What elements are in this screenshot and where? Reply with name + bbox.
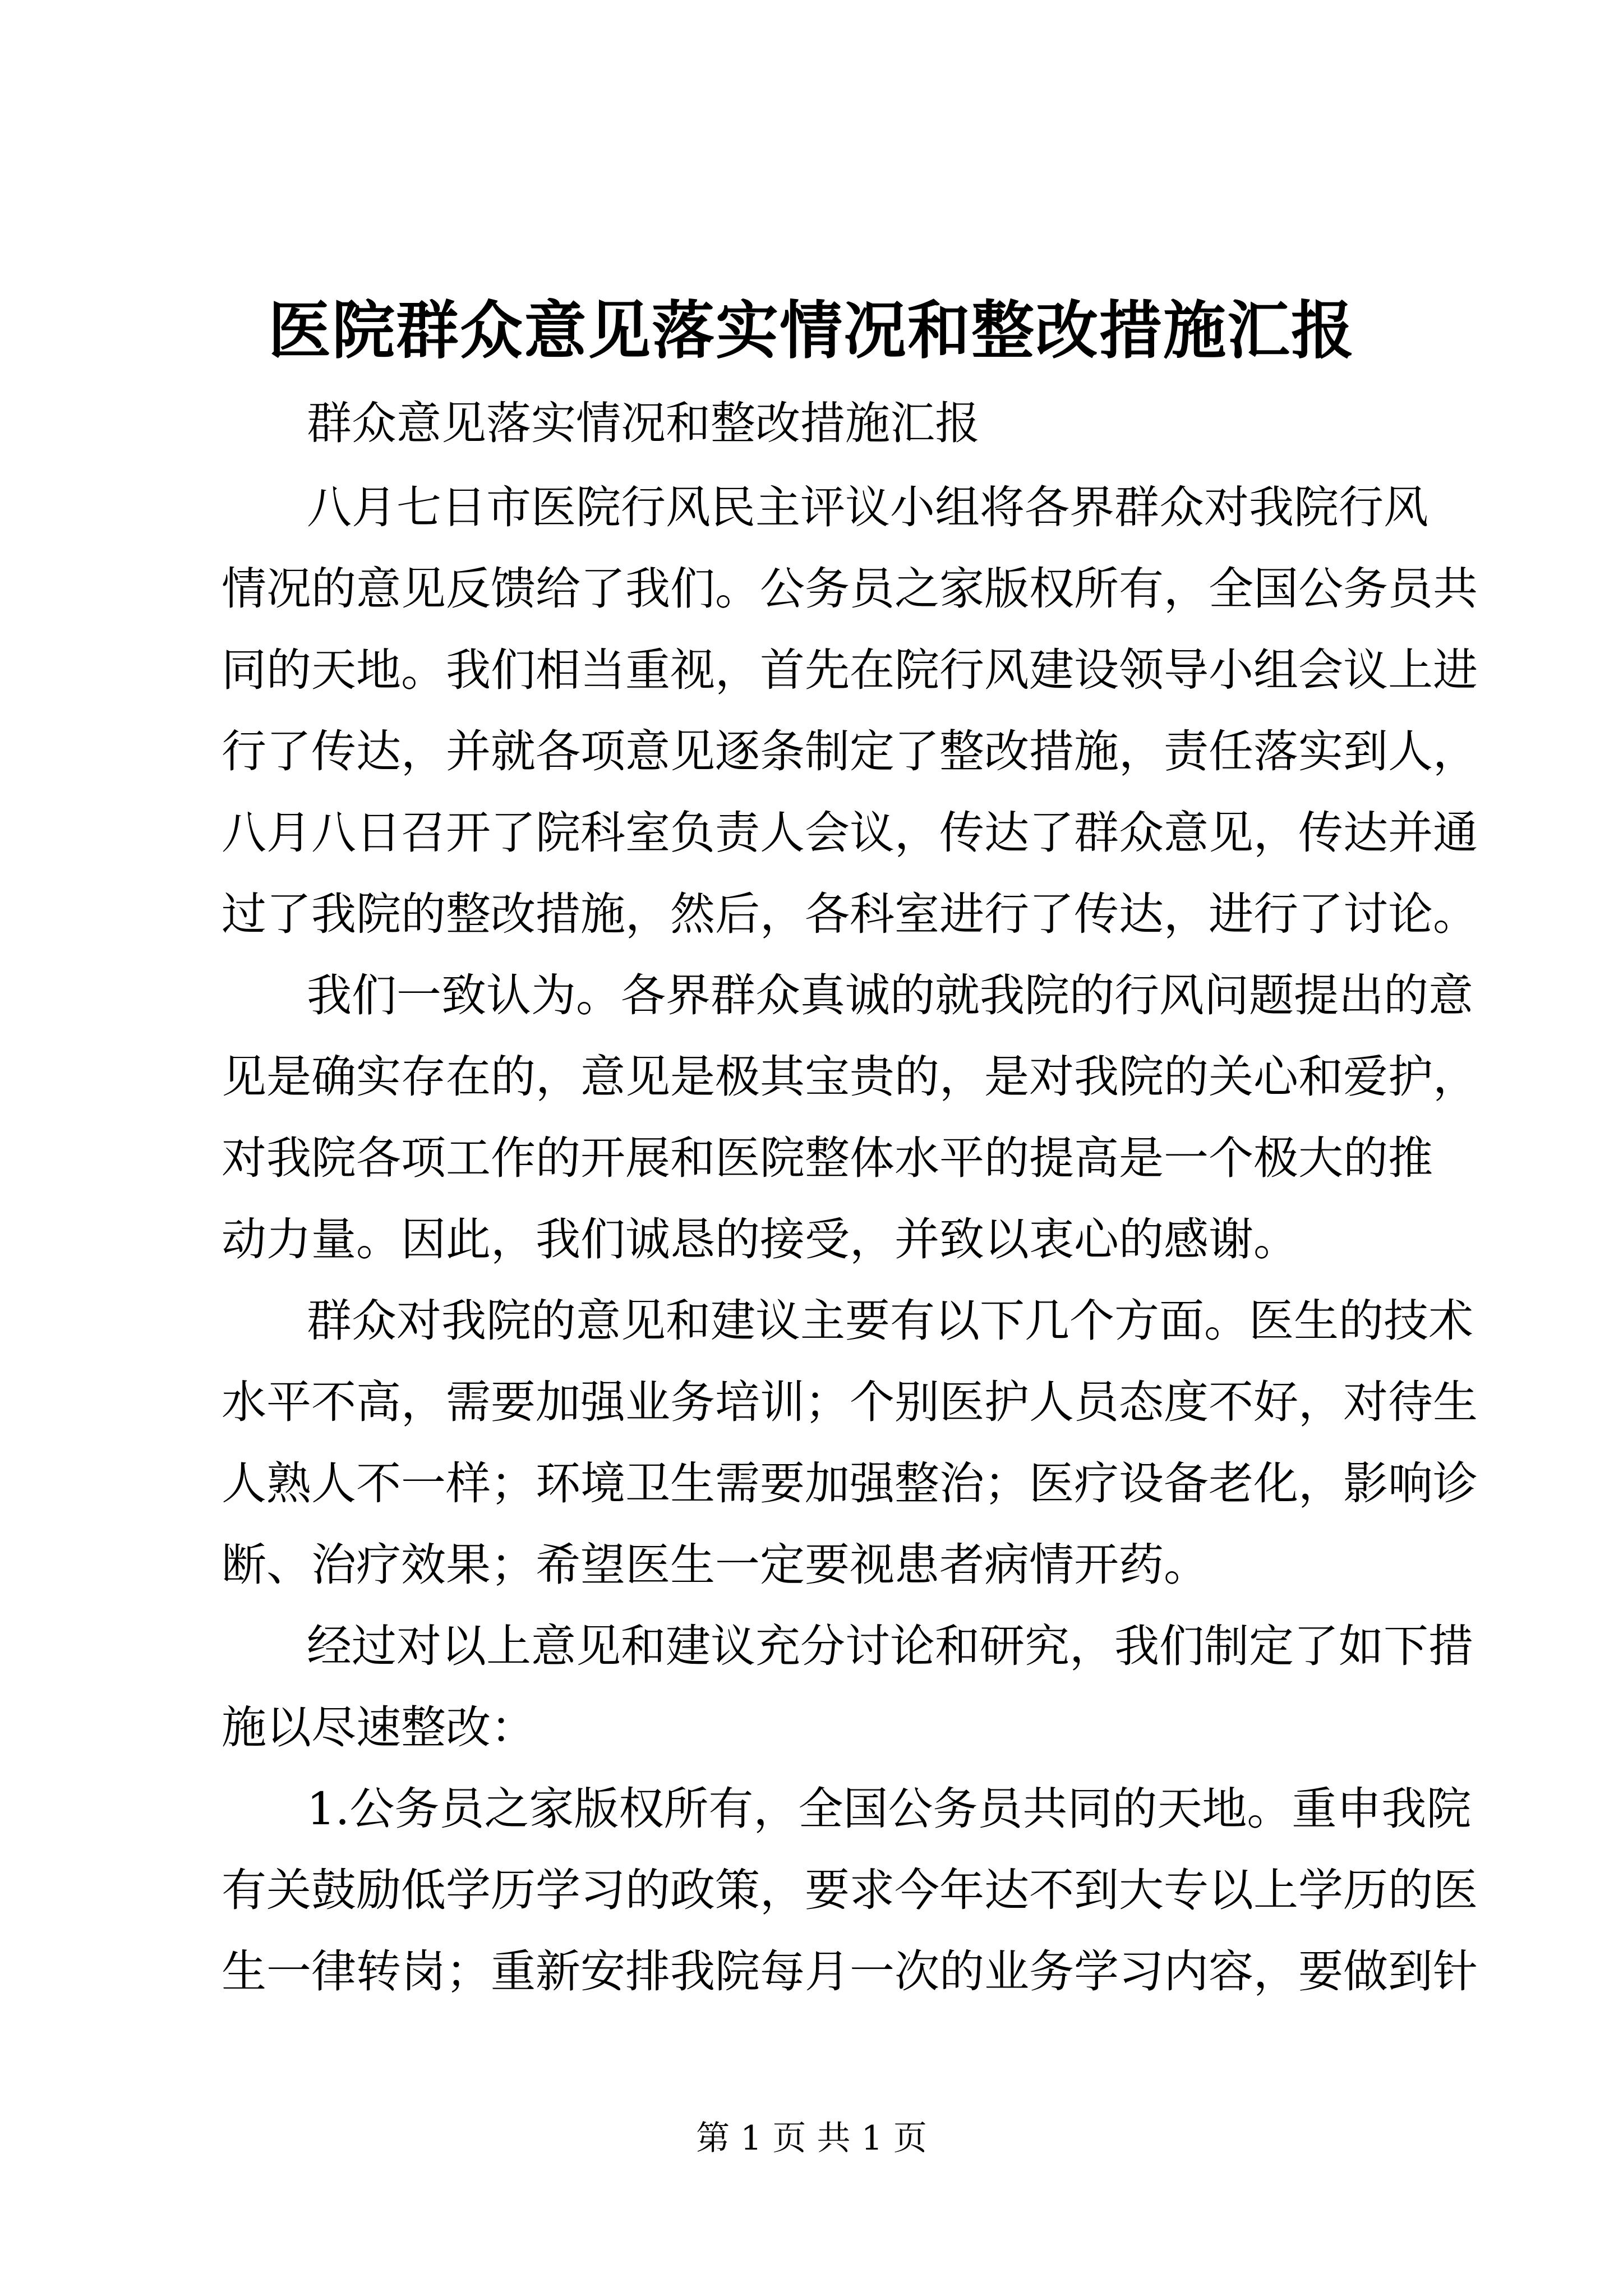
- body-line: 生一律转岗；重新安排我院每月一次的业务学习内容，要做到针: [222, 1945, 1478, 1998]
- body-line: 施以尽速整改：: [222, 1701, 536, 1754]
- document-title: 医院群众意见落实情况和整改措施汇报: [268, 294, 1355, 367]
- body-line: 水平不高，需要加强业务培训；个别医护人员态度不好，对待生: [222, 1376, 1478, 1428]
- body-line: 行了传达，并就各项意见逐条制定了整改措施，责任落实到人，: [222, 725, 1478, 777]
- body-line: 有关鼓励低学历学习的政策，要求今年达不到大专以上学历的医: [222, 1864, 1478, 1916]
- body-line: 同的天地。我们相当重视，首先在院行风建设领导小组会议上进: [222, 644, 1478, 696]
- body-line: 断、治疗效果；希望医生一定要视患者病情开药。: [222, 1539, 1209, 1591]
- body-line: 过了我院的整改措施，然后，各科室进行了传达，进行了讨论。: [222, 888, 1478, 940]
- subtitle-line: 群众意见落实情况和整改措施汇报: [307, 397, 980, 449]
- body-line: 我们一致认为。各界群众真诚的就我院的行风问题提出的意: [307, 969, 1473, 1022]
- list-item-line: 1.公务员之家版权所有，全国公务员共同的天地。重申我院: [307, 1783, 1472, 1835]
- body-line: 见是确实存在的，意见是极其宝贵的，是对我院的关心和爱护，: [222, 1051, 1478, 1103]
- body-line: 对我院各项工作的开展和医院整体水平的提高是一个极大的推: [222, 1132, 1433, 1184]
- body-line: 情况的意见反馈给了我们。公务员之家版权所有，全国公务员共: [222, 563, 1478, 615]
- body-line: 八月八日召开了院科室负责人会议，传达了群众意见，传达并通: [222, 807, 1478, 859]
- page-footer: 第 1 页 共 1 页: [696, 2119, 927, 2158]
- body-line: 人熟人不一样；环境卫生需要加强整治；医疗设备老化，影响诊: [222, 1457, 1478, 1510]
- body-line: 经过对以上意见和建议充分讨论和研究，我们制定了如下措: [307, 1620, 1473, 1672]
- body-line: 群众对我院的意见和建议主要有以下几个方面。医生的技术: [307, 1295, 1473, 1347]
- body-line: 动力量。因此，我们诚恳的接受，并致以衷心的感谢。: [222, 1213, 1298, 1266]
- body-line: 八月七日市医院行风民主评议小组将各界群众对我院行风: [307, 481, 1428, 533]
